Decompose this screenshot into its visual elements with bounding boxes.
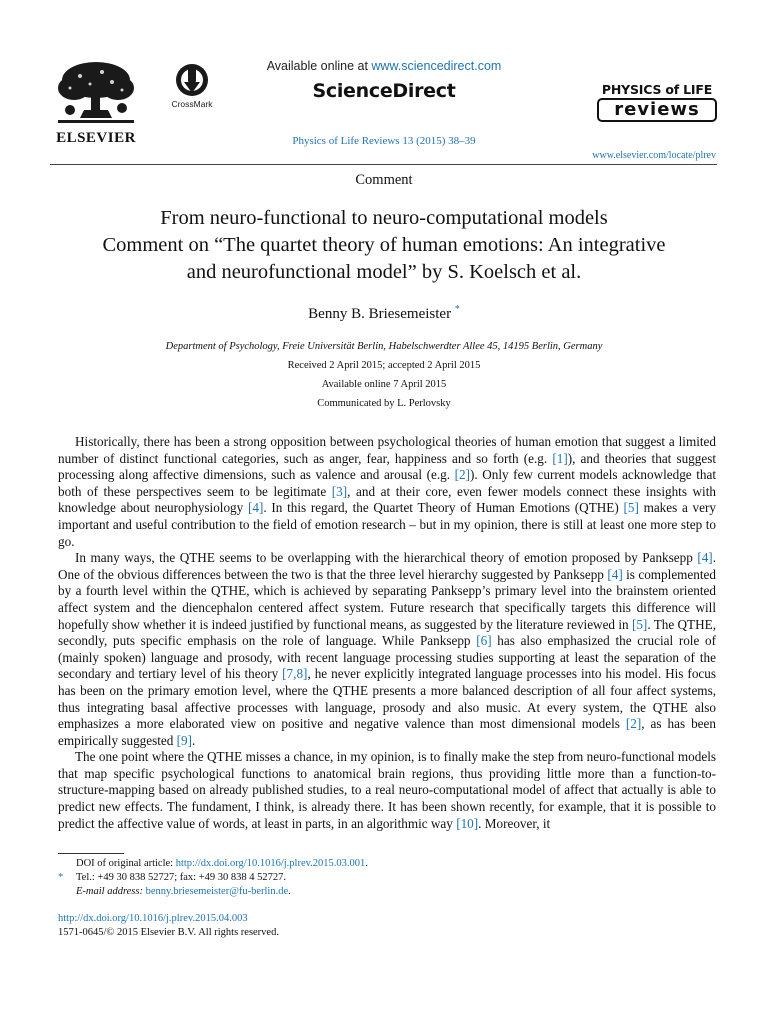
citation-link[interactable]: [5]	[623, 500, 639, 516]
article-doi-link[interactable]: http://dx.doi.org/10.1016/j.plrev.2015.04.003	[58, 913, 248, 924]
body-text-segment: is complemented by a fourth level within the QTHE, which is achieved by separating Panksepp’s primary level into the brainstem oriented affect system and the diencephalon centered affect system. Future research that specifically targets this difference will hopefully show whether it is indeed justified by functional means, as suggested by the literature reviewed in	[58, 566, 716, 632]
sciencedirect-logo: ScienceDirect	[312, 80, 456, 102]
title-line: and neurofunctional model” by S. Koelsch et al.	[186, 261, 582, 283]
email-suffix: .	[288, 886, 291, 897]
citation-link[interactable]: [2]	[625, 716, 642, 732]
citation-link[interactable]: [4]	[697, 550, 713, 566]
journal-homepage-link[interactable]: www.elsevier.com/locate/plrev	[592, 150, 716, 161]
header-divider	[50, 164, 717, 165]
footnote-contact	[58, 872, 718, 883]
author-line	[0, 304, 768, 323]
body-text-segment: . One of the obvious differences between the two is that the three level hierarchy suggested by Panksepp	[58, 550, 716, 582]
body-text-segment: , and at their core, even fewer models connect these insights with knowledge about neurophysiology	[58, 483, 716, 516]
crossmark-label: CrossMark	[171, 99, 213, 109]
body-text-segment: The one point where the QTHE misses a chance, in my opinion, is to finally make the step from neuro-functional models that map specific psychological functions to anatomical brain regions, thus providing little more than a function-to-structure-mapping based on already published studies, to a real neuro-computational model of affect that actually is able to predict new effects. The fundament, I think, is already there. It has been shown recently, for example, that it is possible to predict the affective value of words, at least in parts, in an algorithmic way	[58, 749, 716, 831]
body-text-segment: . Moreover, it	[478, 815, 551, 831]
communicated-by: Communicated by L. Perlovsky	[317, 398, 451, 409]
citation-link[interactable]: [3]	[331, 483, 348, 499]
contact-phone: Tel.: +49 30 838 52727; fax: +49 30 838 4 52727.	[76, 872, 287, 883]
journal-logo-title: PHYSICS of LIFE	[601, 82, 713, 97]
body-text-segment: , he never explicitly integrated language processes into his model. His focus has been on the primary emotion level, where the QTHE presents a more balanced description of all four affect systems, thus integrating basal affective processes with language, prosody and also music. At every system, the QTHE also emphasizes a more elaborated view on positive and negative valence than most dimensional models	[58, 666, 716, 732]
body-text-segment: Historically, there has been a strong opposition between psychological theories of human emotion that suggest a limited number of distinct functional categories, such as anger, fear, happiness and so forth (e.g.	[58, 434, 716, 466]
citation-link[interactable]: [2]	[454, 467, 470, 483]
body-text-segment: . In this regard, the Quartet Theory of Human Emotions (QTHE)	[263, 500, 624, 516]
journal-citation-link[interactable]: Physics of Life Reviews 13 (2015) 38–39	[292, 135, 476, 147]
footnote-divider	[58, 853, 124, 854]
author-footnote-mark[interactable]: *	[454, 304, 460, 315]
citation-link[interactable]: [5]	[631, 616, 648, 632]
author-affiliation: Department of Psychology, Freie Universität Berlin, Habelschwerdter Allee 45, 14195 Berlin, Germany	[165, 341, 603, 352]
footnote-original-doi	[58, 858, 718, 869]
body-text-segment: makes a very important and useful contribution to the field of emotion research – but in my opinion, there is still at least one more step to go.	[58, 500, 716, 549]
body-text-segment: In many ways, the QTHE seems to be overlapping with the hierarchical theory of emotion proposed by Panksepp	[75, 550, 698, 566]
body-text-segment: ). Only few current models acknowledge that both of these perspectives seem to be legitimate	[58, 467, 716, 499]
received-dates: Received 2 April 2015; accepted 2 April 2015	[287, 360, 481, 371]
citation-link[interactable]: [4]	[247, 500, 264, 516]
elsevier-wordmark: ELSEVIER	[56, 130, 136, 146]
citation-link[interactable]: [9]	[176, 732, 193, 748]
email-link[interactable]: benny.briesemeister@fu-berlin.de	[145, 886, 289, 897]
title-line: Comment on “The quartet theory of human emotions: An integrative	[102, 234, 666, 256]
body-text-segment: has also emphasized the crucial role of (mainly spoken) language and prosody, with recent language processing studies supporting at least the separation of the secondary and tertiary level of his theory	[58, 633, 716, 682]
article-title	[60, 205, 708, 286]
citation-link[interactable]: [7,8]	[282, 666, 308, 682]
original-doi-suffix: .	[365, 858, 368, 869]
footnote-mark: *	[58, 872, 64, 883]
body-text-segment: , as has been empirically suggested	[58, 716, 716, 748]
body-paragraph	[58, 434, 716, 550]
body-text-segment: .	[192, 732, 196, 748]
citation-link[interactable]: [4]	[607, 566, 623, 582]
citation-link[interactable]: [6]	[476, 633, 492, 649]
footnote-email	[58, 886, 718, 897]
journal-logo	[597, 82, 717, 126]
body-text-segment: ), and theories that suggest processing along affective dimensions, such as valence and arousal (e.g.	[58, 450, 717, 483]
body-paragraph	[58, 749, 716, 832]
author-name: Benny B. Briesemeister	[308, 306, 452, 322]
available-online-text: Available online at	[266, 59, 372, 73]
article-type: Comment	[355, 172, 413, 188]
article-body	[58, 434, 716, 832]
available-online-date: Available online 7 April 2015	[321, 379, 447, 390]
body-text-segment: . The QTHE, secondly, puts specific emphasis on the role of language. While Panksepp	[58, 616, 716, 649]
citation-link[interactable]: [1]	[552, 450, 568, 466]
email-label: E-mail address:	[76, 886, 143, 897]
copyright-notice: 1571-0645/© 2015 Elsevier B.V. All rights reserved.	[58, 927, 279, 938]
available-online-line	[0, 59, 768, 73]
title-line: From neuro-functional to neuro-computational models	[160, 207, 608, 229]
sciencedirect-link[interactable]: www.sciencedirect.com	[371, 59, 502, 73]
citation-link[interactable]: [10]	[456, 815, 479, 831]
original-doi-link[interactable]: http://dx.doi.org/10.1016/j.plrev.2015.03.001	[175, 858, 366, 869]
body-paragraph	[58, 550, 716, 749]
original-doi-label: DOI of original article:	[76, 858, 176, 869]
journal-logo-subtitle: reviews	[597, 98, 717, 122]
